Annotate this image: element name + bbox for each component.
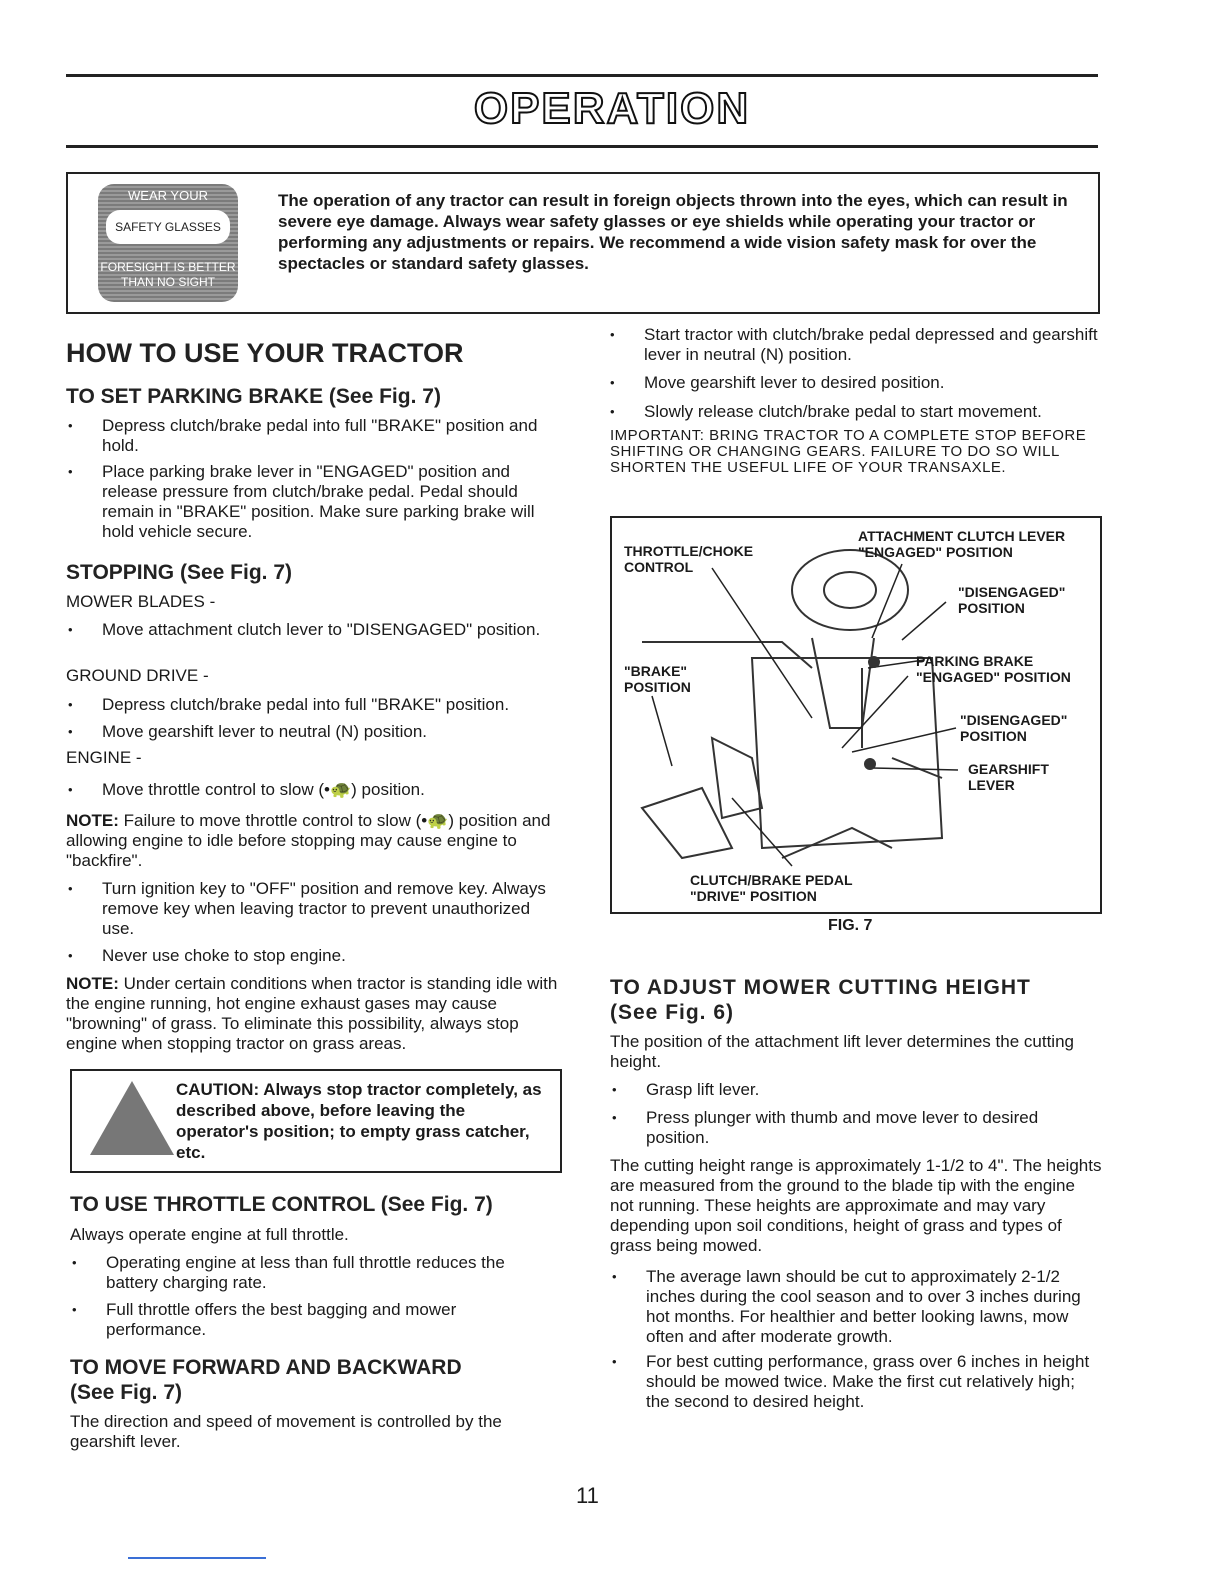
label-position-1: POSITION bbox=[958, 600, 1025, 616]
label-position-2: POSITION bbox=[960, 728, 1027, 744]
ground-drive-label: GROUND DRIVE - bbox=[66, 666, 209, 685]
footer-rule bbox=[128, 1557, 266, 1559]
throttle-heading: TO USE THROTTLE CONTROL (See Fig. 7) bbox=[70, 1193, 493, 1216]
label-throttle-choke: THROTTLE/CHOKE bbox=[624, 543, 754, 559]
parking-bullet-2: • Place parking brake lever in "ENGAGED" position and release pressure from clutch/brake pedal. Pedal should remain in "BRAKE" position. Make sure parking brake will hold vehicle secure. bbox=[102, 462, 558, 542]
adjust-bullet-3: • The average lawn should be cut to approximately 2-1/2 inches during the cool season and to over 3 inches during hot months. For healthier and better looking lawns, mow often and after moderate growth. bbox=[646, 1267, 1102, 1347]
label-disengaged-2: "DISENGAGED" bbox=[960, 712, 1068, 728]
adjust-paragraph: The cutting height range is approximately 1-1/2 to 4". The heights are measured from the ground to the blade tip with the engine not running. These heights are approximate and may vary depending upon soil conditions, height of grass and types of grass being mowed. bbox=[610, 1156, 1102, 1255]
label-gearshift: GEARSHIFT bbox=[968, 761, 1049, 777]
mower-bullet-1: • Move attachment clutch lever to "DISENGAGED" position. bbox=[102, 620, 558, 640]
safety-glasses-badge-icon bbox=[98, 184, 238, 302]
caution-box bbox=[70, 1069, 562, 1173]
title-rule bbox=[66, 145, 1098, 148]
label-attachment-clutch-lever: ATTACHMENT CLUTCH LEVER bbox=[858, 528, 1066, 544]
engine-bullet-3: • Never use choke to stop engine. bbox=[102, 946, 558, 966]
throttle-bullet-2: • Full throttle offers the best bagging and mower performance. bbox=[106, 1300, 560, 1340]
parking-heading: TO SET PARKING BRAKE (See Fig. 7) bbox=[66, 385, 441, 408]
label-clutch-pedal: CLUTCH/BRAKE PEDAL bbox=[690, 872, 853, 888]
adjust-bullet-4: • For best cutting performance, grass over 6 inches in height should be mowed twice. Make the first cut relatively high; the second to desired height. bbox=[646, 1352, 1102, 1412]
label-lever: LEVER bbox=[968, 777, 1015, 793]
throttle-intro: Always operate engine at full throttle. bbox=[70, 1225, 349, 1244]
label-drive-position: "DRIVE" POSITION bbox=[690, 888, 817, 904]
note-1: NOTE: Failure to move throttle control to slow (•🐢) position and allowing engine to idle before stopping may cause engine to "backfire". bbox=[66, 811, 551, 870]
note-2: NOTE: Under certain conditions when tractor is standing idle with the engine running, hot engine exhaust gases may cause "browning" of grass. To eliminate this possibility, always stop engine when stopping tractor on grass areas. bbox=[66, 974, 558, 1053]
top-rule bbox=[66, 74, 1098, 77]
warning-text: The operation of any tractor can result in foreign objects thrown into the eyes, which can result in severe eye damage. Always wear safety glasses or eye shields while operating your tractor or performing any adjustments or repairs. We recommend a wide vision safety mask for over the spectacles or standard safety glasses. bbox=[278, 191, 1068, 273]
label-brake-position: POSITION bbox=[624, 679, 691, 695]
engine-label: ENGINE - bbox=[66, 748, 142, 767]
label-control: CONTROL bbox=[624, 559, 694, 575]
label-pb-engaged: "ENGAGED" POSITION bbox=[916, 669, 1071, 685]
right-bullet-1: • Start tractor with clutch/brake pedal depressed and gearshift lever in neutral (N) position. bbox=[644, 325, 1098, 365]
important-notice: IMPORTANT: BRING TRACTOR TO A COMPLETE STOP BEFORE SHIFTING OR CHANGING GEARS. FAILURE TO DO SO WILL SHORTEN THE USEFUL LIFE OF YOUR TRANSAXLE. bbox=[610, 427, 1087, 476]
eye-safety-warning bbox=[66, 172, 1100, 314]
badge-line3: FORESIGHT IS BETTER THAN NO SIGHT bbox=[100, 260, 236, 289]
right-bullet-2: • Move gearshift lever to desired position. bbox=[644, 373, 1098, 393]
right-bullet-3: • Slowly release clutch/brake pedal to start movement. bbox=[644, 402, 1098, 422]
stopping-heading: STOPPING (See Fig. 7) bbox=[66, 561, 292, 584]
label-engaged-position: "ENGAGED" POSITION bbox=[858, 544, 1013, 560]
move-heading: TO MOVE FORWARD AND BACKWARD (See Fig. 7) bbox=[70, 1356, 462, 1404]
adjust-bullet-1: • Grasp lift lever. bbox=[646, 1080, 1100, 1100]
move-intro: The direction and speed of movement is controlled by the gearshift lever. bbox=[70, 1412, 502, 1451]
mower-blades-label: MOWER BLADES - bbox=[66, 592, 216, 611]
engine-bullet-1: • Move throttle control to slow (•🐢) position. bbox=[102, 780, 558, 800]
adjust-intro: The position of the attachment lift lever determines the cutting height. bbox=[610, 1032, 1074, 1071]
badge-line2: SAFETY GLASSES bbox=[106, 210, 230, 244]
badge-line1: WEAR YOUR bbox=[128, 188, 208, 203]
figure-caption: FIG. 7 bbox=[828, 917, 873, 934]
ground-bullet-2: • Move gearshift lever to neutral (N) position. bbox=[102, 722, 558, 742]
warning-triangle-icon bbox=[90, 1081, 174, 1155]
label-disengaged-1: "DISENGAGED" bbox=[958, 584, 1066, 600]
caution-text: CAUTION: Always stop tractor completely, as described above, before leaving the operator's position; to empty grass catcher, etc. bbox=[176, 1080, 542, 1162]
main-heading: HOW TO USE YOUR TRACTOR bbox=[66, 338, 464, 368]
label-brake: "BRAKE" bbox=[624, 663, 688, 679]
page-title: OPERATION bbox=[473, 84, 751, 133]
parking-bullet-1: • Depress clutch/brake pedal into full "BRAKE" position and hold. bbox=[102, 416, 558, 456]
figure-7 bbox=[610, 516, 1102, 914]
adjust-bullet-2: • Press plunger with thumb and move lever to desired position. bbox=[646, 1108, 1100, 1148]
page-number: 11 bbox=[576, 1483, 599, 1508]
engine-bullet-2: • Turn ignition key to "OFF" position and remove key. Always remove key when leaving tractor to prevent unauthorized use. bbox=[102, 879, 558, 939]
ground-bullet-1: • Depress clutch/brake pedal into full "BRAKE" position. bbox=[102, 695, 558, 715]
label-parking-brake: PARKING BRAKE bbox=[916, 653, 1034, 669]
throttle-bullet-1: • Operating engine at less than full throttle reduces the battery charging rate. bbox=[106, 1253, 560, 1293]
adjust-heading: TO ADJUST MOWER CUTTING HEIGHT (See Fig. 6) bbox=[610, 976, 1031, 1024]
